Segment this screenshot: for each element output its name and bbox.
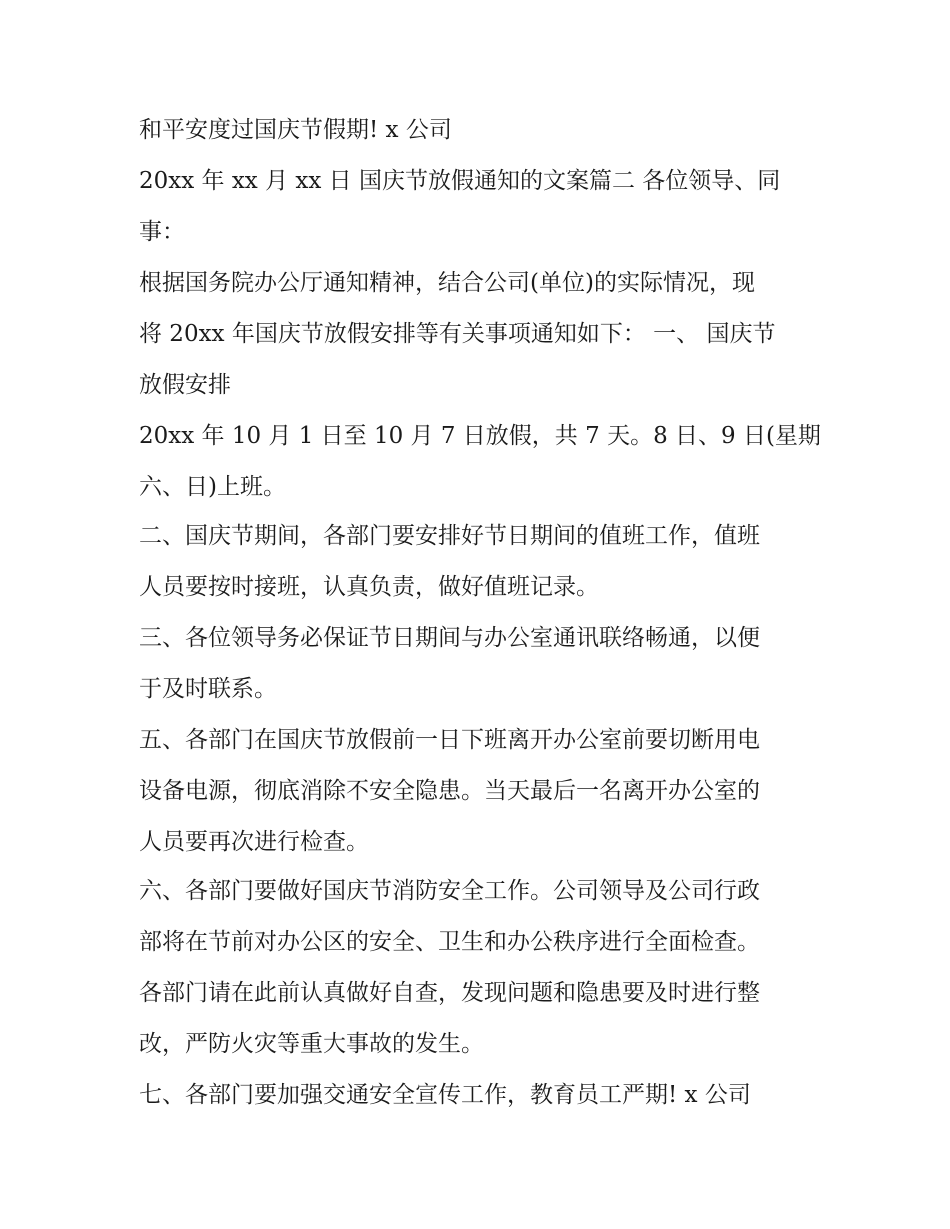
text-line-5: 将 20xx 年国庆节放假安排等有关事项通知如下： 一、 国庆节 [139, 321, 776, 347]
text-line-1: 和平安度过国庆节假期! x 公司 [139, 117, 452, 143]
text-line-13: 五、各部门在国庆节放假前一日下班离开办公室前要切断用电 [139, 727, 760, 753]
text-line-18: 各部门请在此前认真做好自查，发现问题和隐患要及时进行整 [139, 980, 760, 1006]
text-line-11: 三、各位领导务必保证节日期间与办公室通讯联络畅通，以便 [139, 625, 760, 651]
text-line-19: 改，严防火灾等重大事故的发生。 [139, 1031, 484, 1057]
text-line-7: 20xx 年 10 月 1 日至 10 月 7 日放假，共 7 天。8 日、9 日(星期 [139, 423, 821, 449]
text-line-20: 七、各部门要加强交通安全宣传工作，教育员工严期! x 公司 [139, 1082, 751, 1108]
text-line-12: 于及时联系。 [139, 676, 277, 702]
text-line-2: 20xx 年 xx 月 xx 日 国庆节放假通知的文案篇二 各位领导、同 [139, 168, 781, 194]
text-line-10: 人员要按时接班，认真负责，做好值班记录。 [139, 574, 599, 600]
text-line-14: 设备电源，彻底消除不安全隐患。当天最后一名离开办公室的 [139, 778, 760, 804]
text-line-15: 人员要再次进行检查。 [139, 829, 369, 855]
text-line-9: 二、国庆节期间，各部门要安排好节日期间的值班工作，值班 [139, 523, 760, 549]
text-line-16: 六、各部门要做好国庆节消防安全工作。公司领导及公司行政 [139, 878, 760, 904]
text-line-3: 事： [139, 219, 185, 245]
text-line-4: 根据国务院办公厅通知精神，结合公司(单位)的实际情况，现 [139, 270, 755, 296]
text-line-6: 放假安排 [139, 372, 231, 398]
text-line-17: 部将在节前对办公区的安全、卫生和办公秩序进行全面检查。 [139, 929, 760, 955]
text-line-8: 六、日)上班。 [139, 474, 286, 500]
